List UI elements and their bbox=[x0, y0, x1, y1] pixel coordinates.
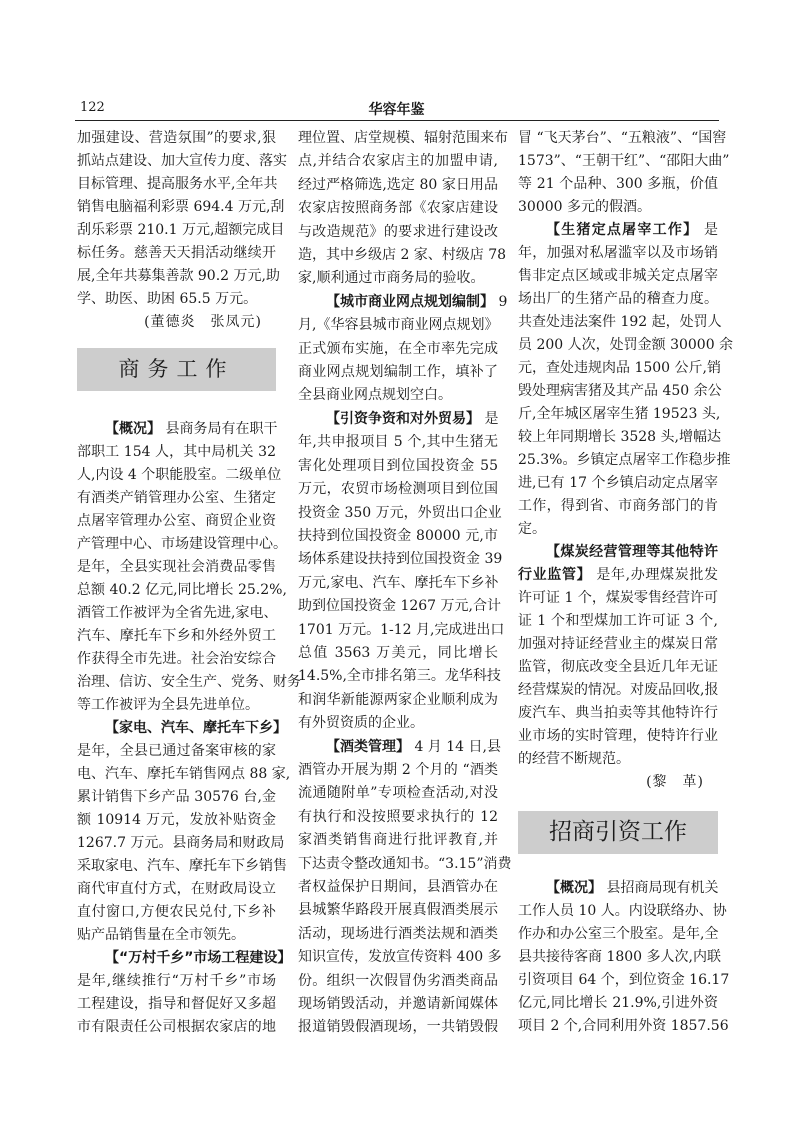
paragraph-heading: 【城市商业网点规划编制】 bbox=[326, 293, 494, 310]
text-line: 引资项目 64 个，到位资金 16.17 bbox=[518, 972, 730, 988]
paragraph bbox=[298, 291, 508, 408]
paragraph-text: 县招商局现有机关 bbox=[602, 880, 719, 896]
text-line: 标任务。慈善天天捐活动继续开 bbox=[77, 245, 276, 261]
text-line: 监管，彻底改变全县近几年无证 bbox=[518, 659, 718, 675]
text-line: 1701 万元。1-12 月,完成进出口 bbox=[298, 621, 505, 638]
text-line: 经过严格筛选,选定 80 家日用品 bbox=[298, 176, 498, 193]
text-line: 贴产品销售量在全市领先。 bbox=[77, 927, 245, 943]
paragraph bbox=[77, 127, 287, 311]
text-line: 场出厂的生猪产品的稽查力度。 bbox=[518, 291, 718, 307]
text-line: 30000 多元的假酒。 bbox=[518, 199, 651, 215]
paragraph-heading: 【概况】 bbox=[546, 880, 602, 896]
text-line: 正式颁布实施，在全市率先完成 bbox=[298, 340, 498, 357]
text-line: 证 1 个和型煤加工许可证 3 个, bbox=[518, 613, 718, 629]
text-line: 1267.7 万元。县商务局和财政局 bbox=[77, 835, 285, 851]
text-line: 扶持到位国投资金 80000 元,市 bbox=[298, 527, 498, 544]
section-heading: 商务工作 bbox=[77, 348, 276, 391]
text-line: 商业网点规划编制工作，填补了 bbox=[298, 364, 498, 381]
paragraph bbox=[298, 408, 505, 736]
text-line bbox=[77, 418, 276, 441]
text-line: 毁处理病害猪及其产品 450 余公 bbox=[518, 383, 722, 399]
text-line: 冒 “飞天茅台”、“五粮液”、“国窖 bbox=[518, 130, 727, 146]
header-rule bbox=[75, 120, 719, 121]
text-line: 刮乐彩票 210.1 万元,超额完成目 bbox=[77, 222, 285, 238]
text-line: 场体系建设扶持到位国投资金 39 bbox=[298, 551, 503, 568]
paragraph-heading: 行业监管】 bbox=[518, 567, 592, 583]
text-line: 报道销毁假酒现场，一共销毁假 bbox=[298, 1019, 498, 1036]
text-line: 抓站点建设、加大宣传力度、落实 bbox=[77, 153, 287, 169]
paragraph bbox=[298, 127, 508, 291]
text-line: 万元,家电、汽车、摩托车下乡补 bbox=[298, 574, 499, 591]
text-line: 与改造规范》的要求进行建设改 bbox=[298, 223, 498, 240]
section-heading: 招商引资工作 bbox=[518, 811, 718, 854]
page-number: 122 bbox=[80, 100, 105, 115]
paragraph-heading: 【家电、汽车、摩托车下乡】 bbox=[105, 720, 287, 736]
text-line: 汽车、摩托车下乡和外经外贸工 bbox=[77, 628, 276, 644]
text-line: 加强对持证经营业主的煤炭日常 bbox=[518, 636, 718, 652]
paragraph bbox=[518, 127, 730, 219]
text-line: 学、助医、助困 65.5 万元。 bbox=[77, 291, 258, 307]
paragraph-text: 县商务局有在职干 bbox=[161, 421, 278, 437]
text-line: 1573”、“王朝干红”、“邵阳大曲” bbox=[518, 153, 730, 169]
paragraph bbox=[77, 947, 292, 1039]
author-credit: (董德炎 张凤元) bbox=[144, 314, 262, 330]
text-line: 点屠宰管理办公室、商贸企业资 bbox=[77, 513, 276, 529]
text-line: 展,全年共募集善款 90.2 万元,助 bbox=[77, 268, 280, 284]
paragraph-heading: 【概况】 bbox=[105, 421, 161, 437]
text-line bbox=[518, 877, 718, 900]
text-line: 年，加强对私屠滥宰以及市场销 bbox=[518, 245, 718, 261]
text-line: 助到位国投资金 1267 万元,合计 bbox=[298, 598, 501, 615]
paragraph-text: 是年,办理煤炭批发 bbox=[591, 567, 718, 583]
text-column-1 bbox=[77, 127, 301, 1039]
text-line: 害化处理项目到位国投资金 55 bbox=[298, 457, 498, 474]
text-line: 农家店按照商务部《农家店建设 bbox=[298, 200, 498, 217]
text-line: 累计销售下乡产品 30576 台,金 bbox=[77, 789, 276, 805]
text-line: 市有限责任公司根据农家店的地 bbox=[77, 1019, 276, 1035]
text-line: 家,顺利通过市商务局的验收。 bbox=[298, 270, 485, 287]
text-line: 商代审直付方式，在财政局设立 bbox=[77, 881, 276, 897]
paragraph-text: 是 bbox=[698, 222, 719, 238]
text-line bbox=[298, 291, 508, 314]
text-line: 较上年同期增长 3528 头,增幅达 bbox=[518, 429, 721, 445]
text-line: 人,内设 4 个职能股室。二级单位 bbox=[77, 467, 282, 483]
text-line: 亿元,同比增长 21.9%,引进外资 bbox=[518, 995, 718, 1011]
text-line: 电、汽车、摩托车销售网点 88 家, bbox=[77, 766, 291, 782]
text-line: 万元，农贸市场检测项目到位国 bbox=[298, 481, 498, 498]
text-line: 项目 2 个,合同利用外资 1857.56 bbox=[518, 1018, 729, 1034]
text-line bbox=[518, 564, 718, 587]
text-line: 和润华新能源两家企业顺利成为 bbox=[298, 691, 498, 708]
text-line: 造，其中乡级店 2 家、村级店 78 bbox=[298, 247, 507, 264]
text-line: 投资金 350 万元，外贸出口企业 bbox=[298, 504, 502, 521]
text-line: 总值 3563 万美元，同比增长 bbox=[298, 644, 498, 661]
paragraph bbox=[518, 541, 718, 771]
text-line: 进,已有 17 个乡镇启动定点屠宰 bbox=[518, 475, 718, 491]
text-line: 点,并结合农家店主的加盟申请, bbox=[298, 153, 498, 170]
text-line: 斤,全年城区屠宰生猪 19523 头, bbox=[518, 406, 721, 422]
text-line: 14.5%,全市排名第三。龙华科技 bbox=[298, 668, 501, 685]
text-line: 等 21 个品种、300 多瓶，价值 bbox=[518, 176, 718, 192]
text-line: 业市场的实时管理，使特许行业 bbox=[518, 728, 718, 744]
text-line: 酒管办开展为期 2 个月的 “酒类 bbox=[298, 761, 498, 778]
text-line: 活动，现场进行酒类法规和酒类 bbox=[298, 925, 498, 942]
text-line: 许可证 1 个，煤炭零售经营许可 bbox=[518, 590, 718, 606]
text-line: 总额 40.2 亿元,同比增长 25.2%, bbox=[77, 582, 287, 598]
text-line: 工程建设，指导和督促好又多超 bbox=[77, 996, 276, 1012]
text-line: 知识宣传，发放宣传资料 400 多 bbox=[298, 949, 502, 966]
text-line: 直付窗口,方便农民兑付,下乡补 bbox=[77, 904, 276, 920]
text-line: 员 200 人次，处罚金额 30000 余 bbox=[518, 337, 734, 353]
text-line: 年,共申报项目 5 个,其中生猪无 bbox=[298, 434, 498, 451]
text-line bbox=[298, 736, 501, 759]
paragraph-heading: 【生猪定点屠宰工作】 bbox=[546, 222, 699, 238]
text-line: 理位置、店堂规模、辐射范围来布 bbox=[298, 130, 508, 146]
text-line: 加强建设、营造氛围”的要求,狠 bbox=[77, 130, 276, 146]
text-line: 有酒类产销管理办公室、生猪定 bbox=[77, 490, 276, 506]
text-line: 产管理中心、市场建设管理中心。 bbox=[77, 536, 287, 552]
paragraph bbox=[518, 877, 730, 1038]
paragraph bbox=[77, 717, 291, 947]
text-line bbox=[518, 219, 718, 242]
text-line: 采取家电、汽车、摩托车下乡销售 bbox=[77, 858, 287, 874]
text-line: 月,《华容县城市商业网点规划》 bbox=[298, 317, 499, 334]
paragraph-heading: 【引资争资和对外贸易】 bbox=[326, 410, 480, 427]
text-line: 废汽车、典当拍卖等其他特许行 bbox=[518, 705, 718, 721]
text-line: 份。组织一次假冒伪劣酒类商品 bbox=[298, 972, 498, 989]
paragraph-heading: 【酒类管理】 bbox=[326, 738, 410, 755]
text-line: 是年，全县已通过备案审核的家 bbox=[77, 743, 276, 759]
text-line bbox=[77, 717, 287, 740]
text-line: 治理、信访、安全生产、党务、财务 bbox=[77, 674, 301, 690]
text-line: 家酒类销售商进行批评教育,并 bbox=[298, 832, 498, 849]
text-line: 目标管理、提高服务水平,全年共 bbox=[77, 176, 278, 192]
text-line: 有执行和没按照要求执行的 12 bbox=[298, 808, 498, 825]
text-line: 是年,继续推行“万村千乡”市场 bbox=[77, 973, 276, 989]
text-line: 是年，全县实现社会消费品零售 bbox=[77, 559, 276, 575]
paragraph-text: 4 月 14 日,县 bbox=[410, 738, 501, 755]
text-line: 部职工 154 人，其中局机关 32 bbox=[77, 444, 276, 460]
text-line: 销售电脑福利彩票 694.4 万元,刮 bbox=[77, 199, 285, 215]
text-line bbox=[518, 541, 718, 564]
text-line: 经营煤炭的情况。对废品回收,报 bbox=[518, 682, 719, 698]
text-line: 的经营不断规范。 bbox=[518, 751, 630, 767]
text-line: 25.3%。乡镇定点屠宰工作稳步推 bbox=[518, 452, 731, 468]
text-line: 额 10914 万元，发放补贴资金 bbox=[77, 812, 276, 828]
paragraph-text: 是 bbox=[480, 410, 499, 427]
paragraph bbox=[298, 736, 512, 1040]
text-line: 工作，得到省、市商务部门的肯 bbox=[518, 498, 718, 514]
text-line: 售非定点区域或非城关定点屠宰 bbox=[518, 268, 718, 284]
text-line: 作办和办公室三个股室。是年,全 bbox=[518, 926, 719, 942]
author-credit: (黎 革) bbox=[646, 774, 704, 790]
text-line: 有外贸资质的企业。 bbox=[298, 715, 424, 732]
text-line bbox=[298, 408, 498, 431]
text-column-2 bbox=[298, 127, 512, 1040]
text-line: 等工作被评为全县先进单位。 bbox=[77, 697, 259, 713]
text-line: 现场销毁活动，并邀请新闻媒体 bbox=[298, 996, 498, 1013]
text-line: 县共接待客商 1800 多人次,内联 bbox=[518, 949, 721, 965]
text-line: 共查处违法案件 192 起，处罚人 bbox=[518, 314, 722, 330]
paragraph-heading: 【煤炭经营管理等其他特许 bbox=[546, 544, 718, 560]
text-line: 县城繁华路段开展真假酒类展示 bbox=[298, 902, 498, 919]
text-line: 定。 bbox=[518, 521, 546, 537]
paragraph-heading: 【“万村千乡”市场工程建设】 bbox=[105, 950, 292, 966]
text-line: 者权益保护日期间，县酒管办在 bbox=[298, 879, 498, 895]
text-line: 流通随附单”专项检查活动,对没 bbox=[298, 785, 498, 802]
text-column-3 bbox=[518, 127, 734, 1038]
text-line bbox=[77, 947, 292, 970]
text-line: 全县商业网点规划空白。 bbox=[298, 387, 452, 404]
text-line: 作获得全市先进。社会治安综合 bbox=[77, 651, 276, 667]
text-line: 下达责令整改通知书。“3.15”消费 bbox=[298, 855, 512, 872]
text-line: 工作人员 10 人。内设联络办、协 bbox=[518, 903, 727, 919]
running-title: 华容年鉴 bbox=[368, 102, 425, 118]
paragraph bbox=[518, 219, 734, 541]
paragraph bbox=[77, 418, 301, 717]
paragraph-text: 9 bbox=[494, 293, 508, 310]
text-line: 元，查处违规肉品 1500 公斤,销 bbox=[518, 360, 721, 376]
text-line: 酒管工作被评为全省先进,家电、 bbox=[77, 605, 278, 621]
